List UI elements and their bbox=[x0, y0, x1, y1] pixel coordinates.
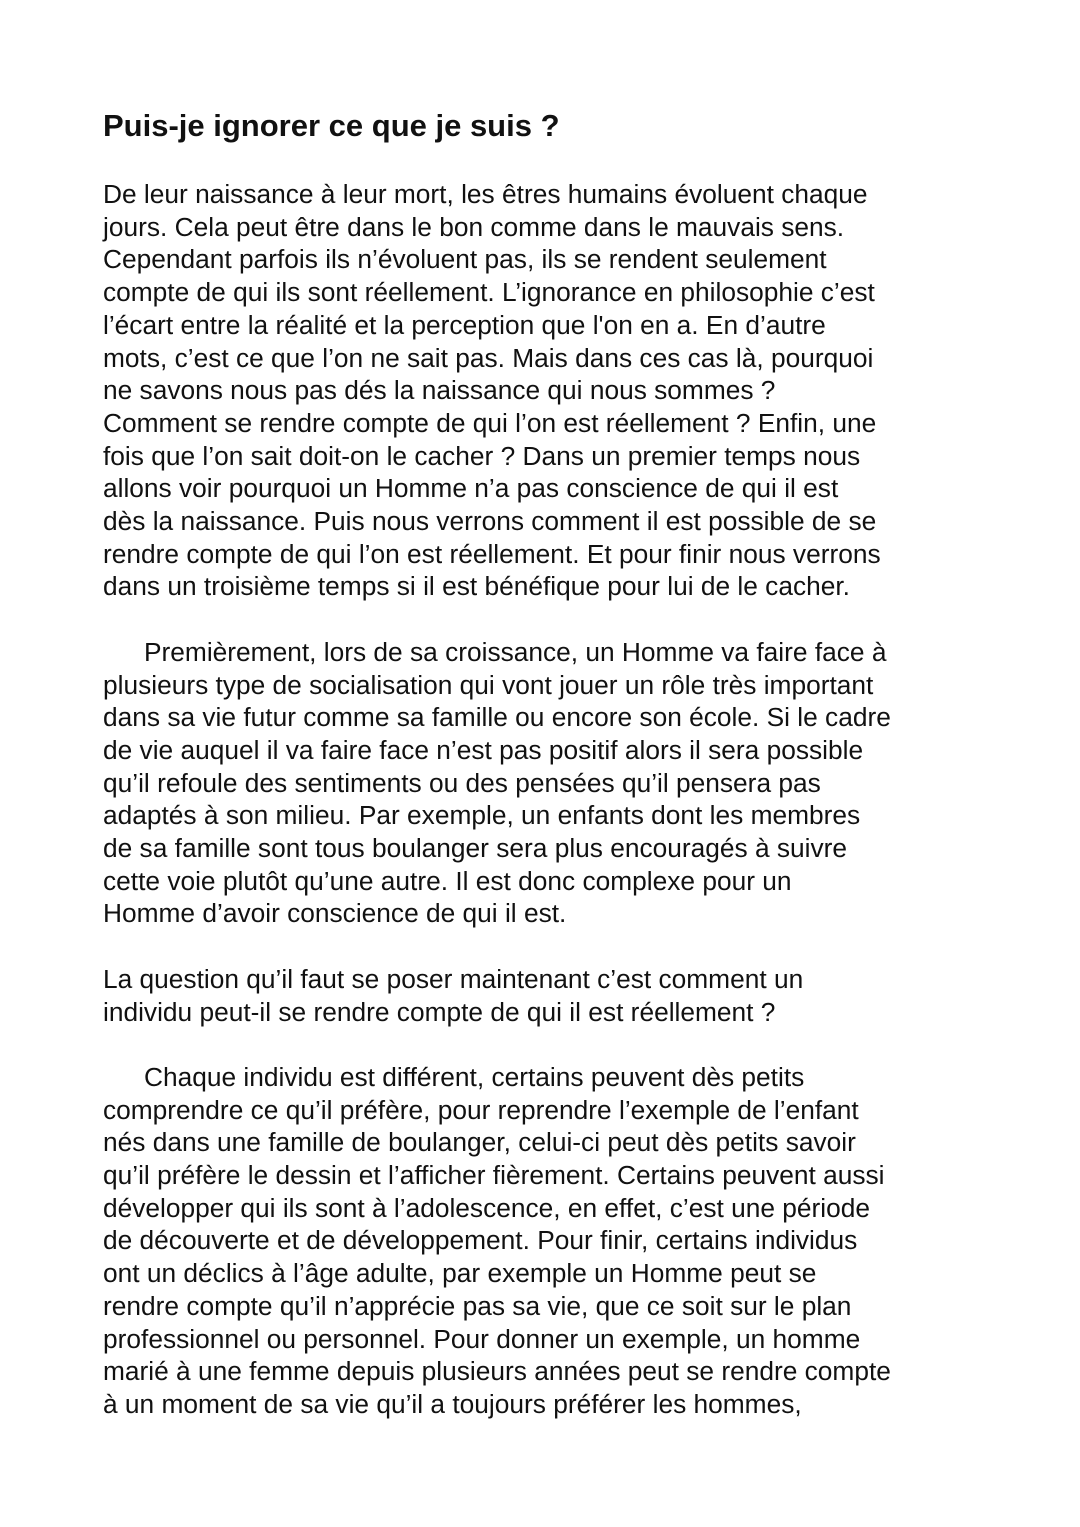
text-line: ne savons nous pas dés la naissance qui nous sommes ? bbox=[103, 375, 776, 406]
document-body bbox=[103, 178, 1003, 1453]
paragraph bbox=[103, 178, 1003, 603]
text-line: développer qui ils sont à l’adolescence, en effet, c’est une période bbox=[103, 1192, 871, 1223]
text-line: adaptés à son milieu. Par exemple, un enfants dont les membres bbox=[103, 800, 861, 831]
text-line: cette voie plutôt qu’une autre. Il est donc complexe pour un bbox=[103, 865, 792, 896]
text-line: rendre compte qu’il n’apprécie pas sa vie, que ce soit sur le plan bbox=[103, 1290, 852, 1321]
text-line: Cependant parfois ils n’évoluent pas, ils se rendent seulement bbox=[103, 244, 827, 275]
text-line: mots, c’est ce que l’on ne sait pas. Mais dans ces cas là, pourquoi bbox=[103, 342, 874, 373]
text-line: Chaque individu est différent, certains peuvent dès petits bbox=[144, 1061, 805, 1092]
text-line: à un moment de sa vie qu’il a toujours préférer les hommes, bbox=[103, 1388, 802, 1419]
text-line: qu’il refoule des sentiments ou des pensées qu’il pensera pas bbox=[103, 767, 821, 798]
text-line: professionnel ou personnel. Pour donner un exemple, un homme bbox=[103, 1323, 861, 1354]
text-line: plusieurs type de socialisation qui vont jouer un rôle très important bbox=[103, 669, 874, 700]
text-line: marié à une femme depuis plusieurs années peut se rendre compte bbox=[103, 1356, 891, 1387]
text-line: dans un troisième temps si il est bénéfique pour lui de le cacher. bbox=[103, 571, 850, 602]
text-line: nés dans une famille de boulanger, celui-ci peut dès petits savoir bbox=[103, 1127, 856, 1158]
text-line: fois que l’on sait doit-on le cacher ? Dans un premier temps nous bbox=[103, 440, 861, 471]
text-line: de découverte et de développement. Pour finir, certains individus bbox=[103, 1225, 858, 1256]
text-line: individu peut-il se rendre compte de qui il est réellement ? bbox=[103, 996, 776, 1027]
text-line: de vie auquel il va faire face n’est pas positif alors il sera possible bbox=[103, 734, 864, 765]
document-title: Puis-je ignorer ce que je suis ? bbox=[103, 108, 560, 143]
text-line: dans sa vie futur comme sa famille ou encore son école. Si le cadre bbox=[103, 702, 891, 733]
text-line: dès la naissance. Puis nous verrons comment il est possible de se bbox=[103, 506, 877, 537]
text-line: allons voir pourquoi un Homme n’a pas conscience de qui il est bbox=[103, 473, 839, 504]
paragraph bbox=[103, 1061, 1003, 1421]
text-line: l’écart entre la réalité et la perception que l'on en a. En d’autre bbox=[103, 309, 826, 340]
text-line: comprendre ce qu’il préfère, pour reprendre l’exemple de l’enfant bbox=[103, 1094, 859, 1125]
text-line: qu’il préfère le dessin et l’afficher fièrement. Certains peuvent aussi bbox=[103, 1160, 885, 1191]
text-line: De leur naissance à leur mort, les êtres humains évoluent chaque bbox=[103, 179, 868, 209]
text-line: ont un déclics à l’âge adulte, par exemple un Homme peut se bbox=[103, 1258, 817, 1289]
paragraph bbox=[103, 963, 1003, 1028]
text-line: Premièrement, lors de sa croissance, un Homme va faire face à bbox=[144, 636, 887, 667]
text-line: Homme d’avoir conscience de qui il est. bbox=[103, 898, 567, 929]
paragraph bbox=[103, 636, 1003, 930]
text-line: compte de qui ils sont réellement. L’ignorance en philosophie c’est bbox=[103, 277, 875, 308]
text-line: rendre compte de qui l’on est réellement. Et pour finir nous verrons bbox=[103, 538, 881, 569]
text-line: Comment se rendre compte de qui l’on est réellement ? Enfin, une bbox=[103, 407, 877, 438]
text-line: de sa famille sont tous boulanger sera plus encouragés à suivre bbox=[103, 833, 848, 864]
text-line: jours. Cela peut être dans le bon comme dans le mauvais sens. bbox=[103, 211, 845, 242]
text-line: La question qu’il faut se poser maintenant c’est comment un bbox=[103, 963, 804, 994]
